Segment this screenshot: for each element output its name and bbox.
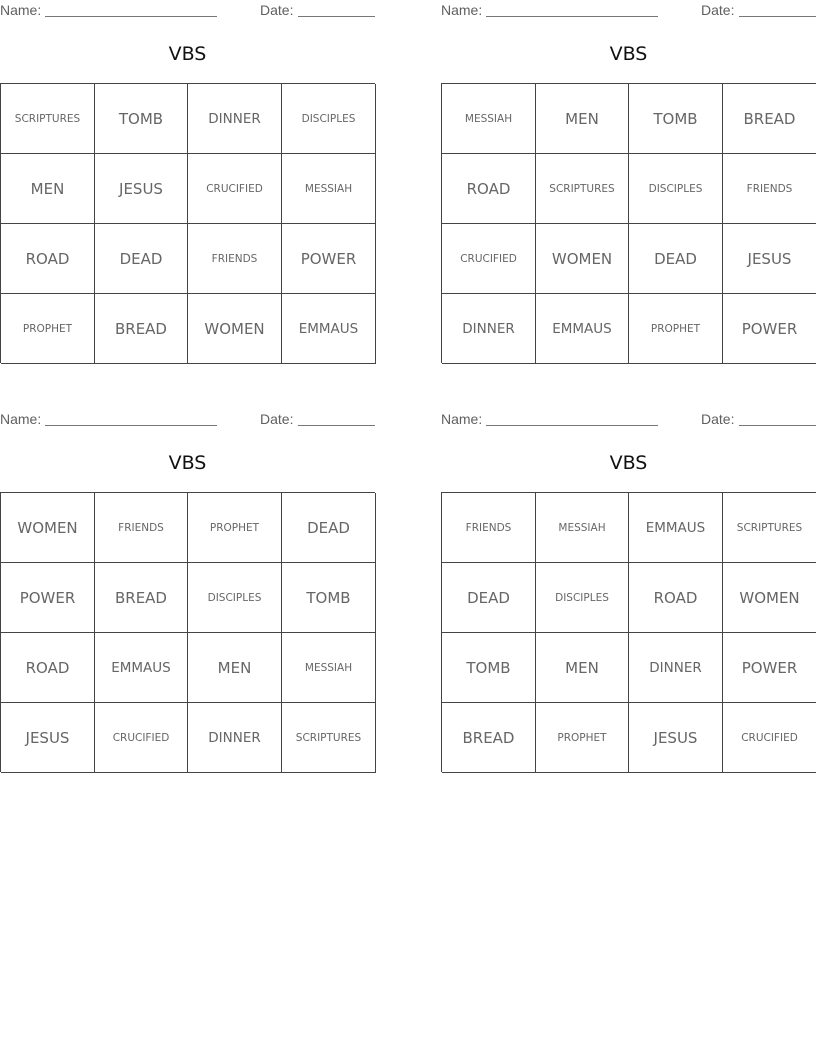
bingo-card [441,409,816,782]
date-label: Date: [260,2,294,18]
bingo-cell: BREAD [95,294,188,364]
date-line [739,425,816,426]
bingo-cell: JESUS [1,703,95,773]
bingo-cell: TOMB [629,84,723,154]
bingo-cell: SCRIPTURES [536,154,629,224]
bingo-cell: JESUS [723,224,816,294]
bingo-cell: ROAD [629,563,723,633]
bingo-grid [441,83,816,363]
bingo-cell: TOMB [95,84,188,154]
bingo-cell: WOMEN [723,563,816,633]
bingo-cell: EMMAUS [536,294,629,364]
bingo-cell: EMMAUS [282,294,376,364]
bingo-cell: DEAD [282,493,376,563]
bingo-cell: MEN [536,84,629,154]
bingo-cell: POWER [1,563,95,633]
bingo-cell: DEAD [629,224,723,294]
bingo-cell: DISCIPLES [536,563,629,633]
name-line [486,425,658,426]
bingo-cell: TOMB [442,633,536,703]
card-title: VBS [168,43,207,65]
bingo-card [0,0,375,373]
card-title: VBS [168,452,207,474]
bingo-cell: DINNER [442,294,536,364]
date-line [739,16,816,17]
bingo-cell: DISCIPLES [629,154,723,224]
bingo-cell: DEAD [95,224,188,294]
bingo-cell: SCRIPTURES [1,84,95,154]
bingo-cell: MESSIAH [442,84,536,154]
bingo-cell: FRIENDS [95,493,188,563]
name-line [45,16,217,17]
name-line [45,425,217,426]
bingo-cell: CRUCIFIED [188,154,282,224]
card-header [441,2,816,20]
bingo-cell: DINNER [629,633,723,703]
name-label: Name: [0,2,42,18]
bingo-cell: EMMAUS [629,493,723,563]
bingo-cell: DISCIPLES [188,563,282,633]
bingo-cell: FRIENDS [723,154,816,224]
bingo-cell: FRIENDS [442,493,536,563]
bingo-cell: ROAD [442,154,536,224]
name-line [486,16,658,17]
bingo-cell: SCRIPTURES [282,703,376,773]
bingo-card [441,0,816,373]
bingo-grid [0,492,375,772]
date-line [298,425,375,426]
bingo-cell: BREAD [442,703,536,773]
card-header [0,411,375,429]
card-title: VBS [609,43,648,65]
bingo-cell: ROAD [1,224,95,294]
date-label: Date: [701,411,735,427]
bingo-cell: JESUS [629,703,723,773]
bingo-cell: ROAD [1,633,95,703]
name-label: Name: [0,411,42,427]
bingo-cell: DEAD [442,563,536,633]
bingo-card [0,409,375,782]
card-title: VBS [609,452,648,474]
bingo-cell: WOMEN [188,294,282,364]
bingo-cell: WOMEN [536,224,629,294]
bingo-cell: MEN [536,633,629,703]
bingo-cell: PROPHET [536,703,629,773]
card-header [441,411,816,429]
bingo-cell: POWER [723,294,816,364]
bingo-grid [441,492,816,772]
bingo-cell: POWER [282,224,376,294]
bingo-cell: PROPHET [188,493,282,563]
bingo-cell: DINNER [188,703,282,773]
bingo-cell: CRUCIFIED [442,224,536,294]
bingo-cell: CRUCIFIED [723,703,816,773]
bingo-cell: DISCIPLES [282,84,376,154]
bingo-cell: MESSIAH [282,633,376,703]
bingo-cell: WOMEN [1,493,95,563]
bingo-cell: FRIENDS [188,224,282,294]
bingo-cell: CRUCIFIED [95,703,188,773]
bingo-grid [0,83,375,363]
bingo-cell: PROPHET [1,294,95,364]
bingo-cell: MESSIAH [282,154,376,224]
bingo-cell: MESSIAH [536,493,629,563]
bingo-cell: PROPHET [629,294,723,364]
date-label: Date: [701,2,735,18]
card-header [0,2,375,20]
name-label: Name: [441,2,483,18]
bingo-cell: POWER [723,633,816,703]
bingo-cell: MEN [188,633,282,703]
bingo-cell: BREAD [723,84,816,154]
date-line [298,16,375,17]
bingo-cell: DINNER [188,84,282,154]
name-label: Name: [441,411,483,427]
bingo-cell: EMMAUS [95,633,188,703]
bingo-cell: BREAD [95,563,188,633]
bingo-cell: JESUS [95,154,188,224]
bingo-cell: MEN [1,154,95,224]
bingo-cell: TOMB [282,563,376,633]
date-label: Date: [260,411,294,427]
bingo-cell: SCRIPTURES [723,493,816,563]
